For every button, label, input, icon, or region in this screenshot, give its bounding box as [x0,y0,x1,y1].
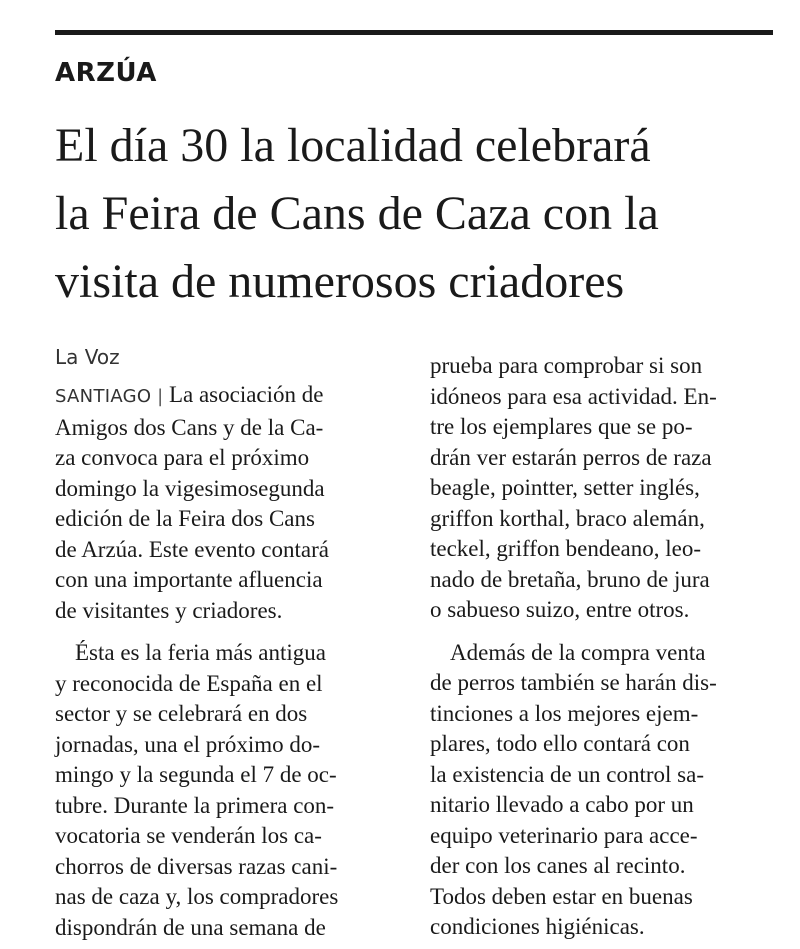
article-column-right [430,351,780,943]
article-line: de perros también se harán dis- [430,670,717,695]
article-line: nas de caza y, los compradores [55,884,339,909]
article-line: condiciones higiénicas. [430,914,645,939]
article-line: Todos deben estar en buenas [430,883,693,909]
article-line: teckel, griffon bendeano, leo- [430,536,701,561]
article-line: de Arzúa. Este evento contará [55,536,329,562]
article-line: domingo la vigesimosegunda [55,475,325,501]
article-line: con una importante afluencia [55,567,323,592]
headline-line: visita de numerosos criadores [55,255,625,308]
dateline-separator: | [157,386,164,407]
article-column-left [55,380,400,943]
article-line: Además de la compra venta [450,639,706,665]
article-line: drán ver estarán perros de raza [430,444,712,470]
article-line: y reconocida de España en el [55,670,323,696]
article-line: beagle, pointter, setter inglés, [430,475,700,500]
article-line: tre los ejemplares que se po- [430,414,693,439]
article-line: za convoca para el próximo [55,445,310,470]
article-line: griffon korthal, braco alemán, [430,505,705,531]
paragraph-gap [430,626,780,638]
article-line: la existencia de un control sa- [430,761,704,787]
article-line: prueba para comprobar si son [430,353,703,378]
article-line: nado de bretaña, bruno de jura [430,566,710,592]
headline-line: El día 30 la localidad celebrará [55,119,651,172]
article-line: mingo y la segunda el 7 de oc- [55,762,337,787]
article-line: sector y se celebrará en dos [55,701,308,726]
paragraph-gap [55,626,400,638]
article-line: Amigos dos Cans y de la Ca- [55,414,324,440]
article-line: dispondrán de una semana de [55,914,326,940]
article-line: der con los canes al recinto. [430,853,686,878]
article-line: jornadas, una el próximo do- [55,731,321,757]
dateline: SANTIAGO [55,386,152,407]
article-line: tinciones a los mejores ejem- [430,700,699,726]
section-tag: ARZÚA [55,58,157,88]
article-line: nitario llevado a cabo por un [430,792,694,817]
article-line: de visitantes y criadores. [55,597,283,623]
article-line: tubre. Durante la primera con- [55,792,335,818]
article-line: edición de la Feira dos Cans [55,506,315,531]
byline: La Voz [55,345,120,369]
headline-line: la Feira de Cans de Caza con la [55,187,659,240]
article-text: La asociación de [168,382,324,407]
article-line: equipo veterinario para acce- [430,822,698,848]
article-line: o sabueso suizo, entre otros. [430,597,690,622]
top-rule [55,30,773,35]
article-line: chorros de diversas razas cani- [55,853,338,879]
article-line: Ésta es la feria más antigua [75,640,326,665]
article-line [55,380,400,413]
headline [55,112,785,316]
article-line: idóneos para esa actividad. En- [430,383,717,409]
article-line: plares, todo ello contará con [430,731,690,756]
article-line: vocatoria se venderán los ca- [55,823,322,848]
